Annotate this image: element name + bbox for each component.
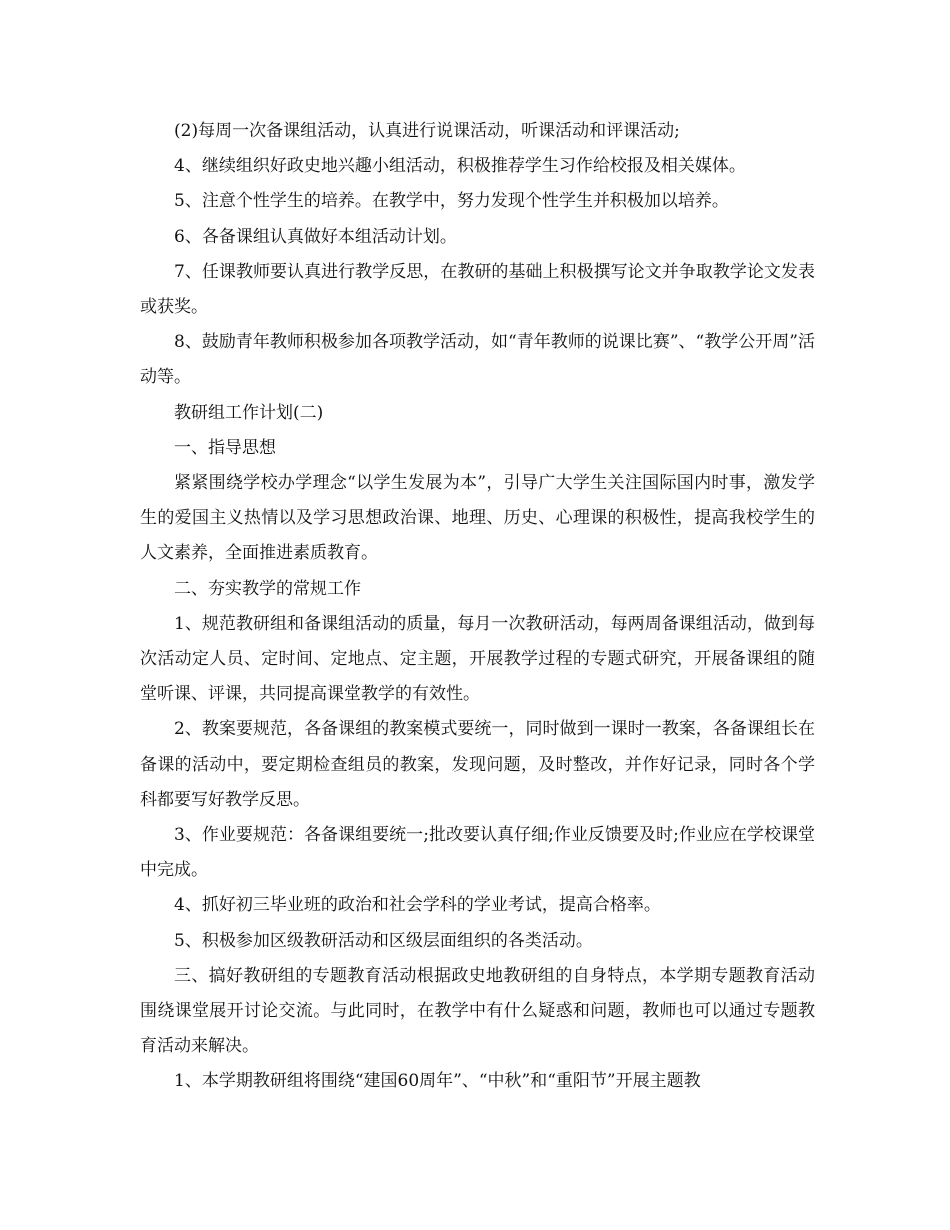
paragraph: 1、本学期教研组将围绕“建国60周年”、“中秋”和“重阳节”开展主题教 xyxy=(174,1071,701,1092)
paragraph: 5、注意个性学生的培养。在教学中，努力发现个性学生并积极加以培养。 xyxy=(174,191,729,212)
paragraph: 紧紧围绕学校办学理念“以学生发展为本”，引导广大学生关注国际国内时事，激发学生的爱国主义热情以及学习思想政治课、地理、历史、心理课的积极性，提高我校学生的人文素养，全面推进素质教育。 xyxy=(140,473,815,564)
paragraph: 6、各备课组认真做好本组活动计划。 xyxy=(174,226,457,247)
section-title: 教研组工作计划(二) xyxy=(174,402,324,423)
paragraph: (2)每周一次备课组活动，认真进行说课活动，听课活动和评课活动; xyxy=(174,121,680,141)
paragraph: 4、抓好初三毕业班的政治和社会学科的学业考试，提高合格率。 xyxy=(174,895,661,916)
section-heading: 一、指导思想 xyxy=(174,437,276,458)
paragraph: 3、作业要规范：各备课组要统一;批改要认真仔细;作业反馈要及时;作业应在学校课堂中完成。 xyxy=(140,825,815,881)
section-heading: 二、夯实教学的常规工作 xyxy=(174,578,361,599)
paragraph: 4、继续组织好政史地兴趣小组活动，积极推荐学生习作给校报及相关媒体。 xyxy=(174,156,746,177)
paragraph: 7、任课教师要认真进行教学反思，在教研的基础上积极撰写论文并争取教学论文发表或获奖。 xyxy=(140,261,815,318)
section-heading: 三、搞好教研组的专题教育活动根据政史地教研组的自身特点，本学期专题教育活动围绕课堂展开讨论交流。与此同时，在教学中有什么疑惑和问题，教师也可以通过专题教育活动来解决。 xyxy=(140,965,815,1057)
paragraph: 1、规范教研组和备课组活动的质量，每月一次教研活动，每两周备课组活动，做到每次活动定人员、定时间、定地点、定主题，开展教学过程的专题式研究，开展备课组的随堂听课、评课，共同提高课堂教学的有效性。 xyxy=(140,613,815,705)
document-page xyxy=(140,114,815,1100)
paragraph: 2、教案要规范，各备课组的教案模式要统一，同时做到一课时一教案，各备课组长在备课的活动中，要定期检查组员的教案，发现问题，及时整改，并作好记录，同时各个学科都要写好教学反思。 xyxy=(140,719,815,810)
paragraph: 8、鼓励青年教师积极参加各项教学活动，如“青年教师的说课比赛”、“教学公开周”活动等。 xyxy=(140,332,815,388)
paragraph: 5、积极参加区级教研活动和区级层面组织的各类活动。 xyxy=(174,930,593,951)
